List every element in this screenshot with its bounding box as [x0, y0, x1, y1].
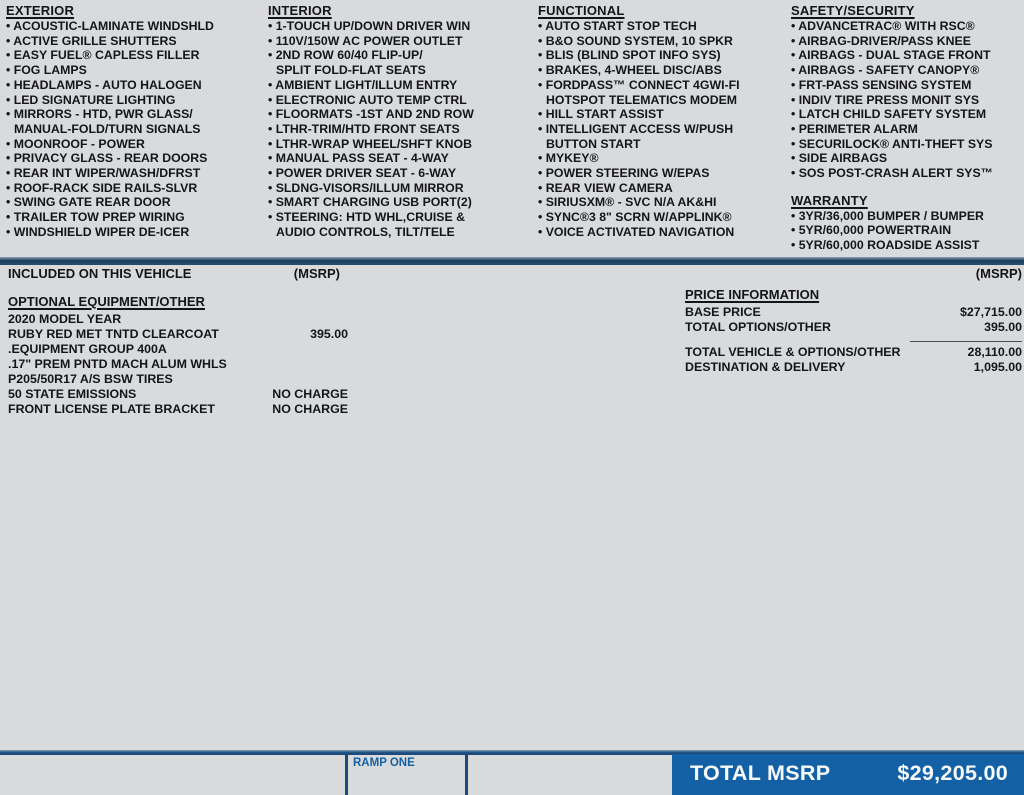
feature-item: • B&O SOUND SYSTEM, 10 SPKR	[538, 33, 733, 48]
footer-cell-divider-2	[465, 753, 468, 795]
row-value: $27,715.00	[959, 305, 1022, 319]
feature-item: • SIRIUSXM® - SVC N/A AK&HI	[538, 195, 717, 210]
feature-item: • SOS POST-CRASH ALERT SYS™	[791, 166, 993, 181]
row-label: FRONT LICENSE PLATE BRACKET	[8, 402, 215, 416]
row-label: RUBY RED MET TNTD CLEARCOAT	[8, 327, 219, 341]
feature-item: • 5YR/60,000 ROADSIDE ASSIST	[791, 238, 980, 253]
row-label: 50 STATE EMISSIONS	[8, 387, 137, 401]
feature-item: • AIRBAG-DRIVER/PASS KNEE	[791, 33, 971, 48]
feature-item: • SECURILOCK® ANTI-THEFT SYS	[791, 136, 993, 151]
feature-list-warranty	[791, 209, 1022, 253]
feature-item: • SLDNG-VISORS/ILLUM MIRROR	[268, 180, 464, 195]
feature-item: • PERIMETER ALARM	[791, 121, 918, 136]
total-msrp-box	[672, 754, 1024, 795]
feature-item: • MYKEY®	[538, 151, 599, 166]
feature-item: • SYNC®3 8" SCRN W/APPLINK®	[538, 210, 732, 225]
feature-item: • TRAILER TOW PREP WIRING	[6, 210, 185, 225]
table-row	[8, 342, 342, 357]
feature-item: • MOONROOF - POWER	[6, 136, 145, 151]
feature-item: • 5YR/60,000 POWERTRAIN	[791, 223, 952, 238]
table-row	[8, 387, 348, 402]
feature-item: • 3YR/36,000 BUMPER / BUMPER	[791, 208, 984, 223]
section-divider-bar	[0, 257, 1024, 265]
row-label: BASE PRICE	[685, 305, 761, 319]
row-label: DESTINATION & DELIVERY	[685, 360, 846, 374]
column-heading-exterior: EXTERIOR	[6, 3, 75, 18]
feature-item: • 110V/150W AC POWER OUTLET	[268, 33, 463, 48]
column-heading-warranty: WARRANTY	[791, 192, 868, 208]
column-heading-functional: FUNCTIONAL	[538, 3, 625, 18]
price-subtotal-rule	[685, 335, 1022, 345]
ramp-label: RAMP ONE	[353, 757, 415, 769]
optional-equipment-table	[8, 312, 348, 417]
feature-item: • AIRBAGS - SAFETY CANOPY®	[791, 63, 980, 78]
feature-item: • ACTIVE GRILLE SHUTTERS	[6, 33, 177, 48]
row-value: 28,110.00	[967, 345, 1022, 359]
row-label: .EQUIPMENT GROUP 400A	[8, 342, 167, 356]
price-total-rows	[685, 345, 1022, 375]
feature-item: • FRT-PASS SENSING SYSTEM	[791, 77, 972, 92]
column-heading-interior: INTERIOR	[268, 3, 332, 18]
table-row	[8, 312, 342, 327]
feature-item: • AIRBAGS - DUAL STAGE FRONT	[791, 48, 991, 63]
feature-list-safety	[791, 19, 1022, 181]
feature-item: • MANUAL PASS SEAT - 4-WAY	[268, 151, 449, 166]
feature-item: • 2ND ROW 60/40 FLIP-UP/	[268, 48, 423, 63]
feature-item: • LTHR-WRAP WHEEL/SHFT KNOB	[268, 136, 472, 151]
feature-item: • AUTO START STOP TECH	[538, 19, 697, 33]
features-column-safety	[791, 3, 1022, 253]
table-row	[8, 327, 348, 342]
row-value: NO CHARGE	[272, 387, 348, 401]
feature-item: • REAR INT WIPER/WASH/DFRST	[6, 166, 201, 181]
row-label: TOTAL OPTIONS/OTHER	[685, 320, 831, 334]
feature-item: • REAR VIEW CAMERA	[538, 180, 673, 195]
feature-list-interior	[268, 19, 526, 240]
feature-item: • FORDPASS™ CONNECT 4GWI-FI	[538, 77, 740, 92]
feature-item: • 1-TOUCH UP/DOWN DRIVER WIN	[268, 19, 471, 33]
feature-item: AUDIO CONTROLS, TILT/TELE	[276, 224, 455, 239]
feature-item: • HILL START ASSIST	[538, 107, 664, 122]
feature-item: • VOICE ACTIVATED NAVIGATION	[538, 224, 735, 239]
table-row	[8, 372, 342, 387]
feature-item: • LATCH CHILD SAFETY SYSTEM	[791, 107, 987, 122]
total-msrp-value: $29,205.00	[897, 761, 1008, 785]
feature-item: • LTHR-TRIM/HTD FRONT SEATS	[268, 121, 460, 136]
features-column-interior	[268, 3, 526, 240]
feature-item: MANUAL-FOLD/TURN SIGNALS	[14, 121, 201, 136]
row-value: NO CHARGE	[272, 402, 348, 416]
feature-item: • ELECTRONIC AUTO TEMP CTRL	[268, 92, 467, 107]
features-column-functional	[538, 3, 788, 240]
msrp-header-left: (MSRP)	[293, 266, 340, 281]
table-row	[685, 360, 1022, 375]
feature-item: • SWING GATE REAR DOOR	[6, 195, 171, 210]
feature-list-exterior	[6, 19, 264, 240]
warranty-group	[791, 193, 1022, 253]
row-label: 2020 MODEL YEAR	[8, 312, 122, 326]
row-label: P205/50R17 A/S BSW TIRES	[8, 372, 173, 386]
price-information-heading: PRICE INFORMATION	[685, 287, 820, 302]
feature-item: SPLIT FOLD-FLAT SEATS	[276, 63, 426, 78]
price-rows	[685, 305, 1022, 335]
feature-item: • SIDE AIRBAGS	[791, 151, 888, 166]
optional-equipment-section	[8, 294, 348, 417]
table-row	[8, 357, 342, 372]
row-label: .17" PREM PNTD MACH ALUM WHLS	[8, 357, 227, 371]
feature-item: • ADVANCETRAC® WITH RSC®	[791, 19, 975, 33]
table-row	[685, 345, 1022, 360]
table-row	[8, 402, 348, 417]
feature-item: • ROOF-RACK SIDE RAILS-SLVR	[6, 180, 198, 195]
row-value: 395.00	[310, 327, 348, 341]
feature-item: • STEERING: HTD WHL,CRUISE &	[268, 210, 465, 225]
included-on-vehicle-label: INCLUDED ON THIS VEHICLE	[8, 266, 192, 281]
feature-item: • BRAKES, 4-WHEEL DISC/ABS	[538, 63, 722, 78]
feature-item: HOTSPOT TELEMATICS MODEM	[546, 92, 738, 107]
row-value: 1,095.00	[973, 360, 1022, 374]
feature-item: • MIRRORS - HTD, PWR GLASS/	[6, 107, 193, 122]
footer-cell-divider-1	[345, 753, 348, 795]
feature-item: • FLOORMATS -1ST AND 2ND ROW	[268, 107, 474, 122]
row-label: TOTAL VEHICLE & OPTIONS/OTHER	[685, 345, 901, 359]
table-row	[685, 305, 1022, 320]
feature-item: • AMBIENT LIGHT/ILLUM ENTRY	[268, 77, 458, 92]
feature-item: • HEADLAMPS - AUTO HALOGEN	[6, 77, 202, 92]
column-heading-safety: SAFETY/SECURITY	[791, 3, 915, 18]
feature-item: • POWER STEERING W/EPAS	[538, 166, 710, 181]
optional-equipment-heading: OPTIONAL EQUIPMENT/OTHER	[8, 294, 205, 309]
feature-item: BUTTON START	[546, 136, 641, 151]
total-msrp-label: TOTAL MSRP	[690, 761, 831, 785]
feature-item: • ACOUSTIC-LAMINATE WINDSHLD	[6, 19, 214, 33]
feature-item: • WINDSHIELD WIPER DE-ICER	[6, 224, 190, 239]
features-column-exterior	[6, 3, 264, 240]
feature-item: • FOG LAMPS	[6, 63, 87, 78]
table-row	[685, 320, 1022, 335]
feature-item: • BLIS (BLIND SPOT INFO SYS)	[538, 48, 721, 63]
feature-item: • SMART CHARGING USB PORT(2)	[268, 195, 472, 210]
feature-item: • INDIV TIRE PRESS MONIT SYS	[791, 92, 980, 107]
feature-item: • POWER DRIVER SEAT - 6-WAY	[268, 166, 457, 181]
feature-item: • EASY FUEL® CAPLESS FILLER	[6, 48, 200, 63]
feature-item: • LED SIGNATURE LIGHTING	[6, 92, 176, 107]
msrp-header-right: (MSRP)	[975, 266, 1022, 281]
price-information-section	[685, 287, 1022, 375]
feature-item: • PRIVACY GLASS - REAR DOORS	[6, 151, 208, 166]
row-value: 395.00	[984, 320, 1022, 334]
feature-list-functional	[538, 19, 788, 240]
feature-item: • INTELLIGENT ACCESS W/PUSH	[538, 121, 734, 136]
